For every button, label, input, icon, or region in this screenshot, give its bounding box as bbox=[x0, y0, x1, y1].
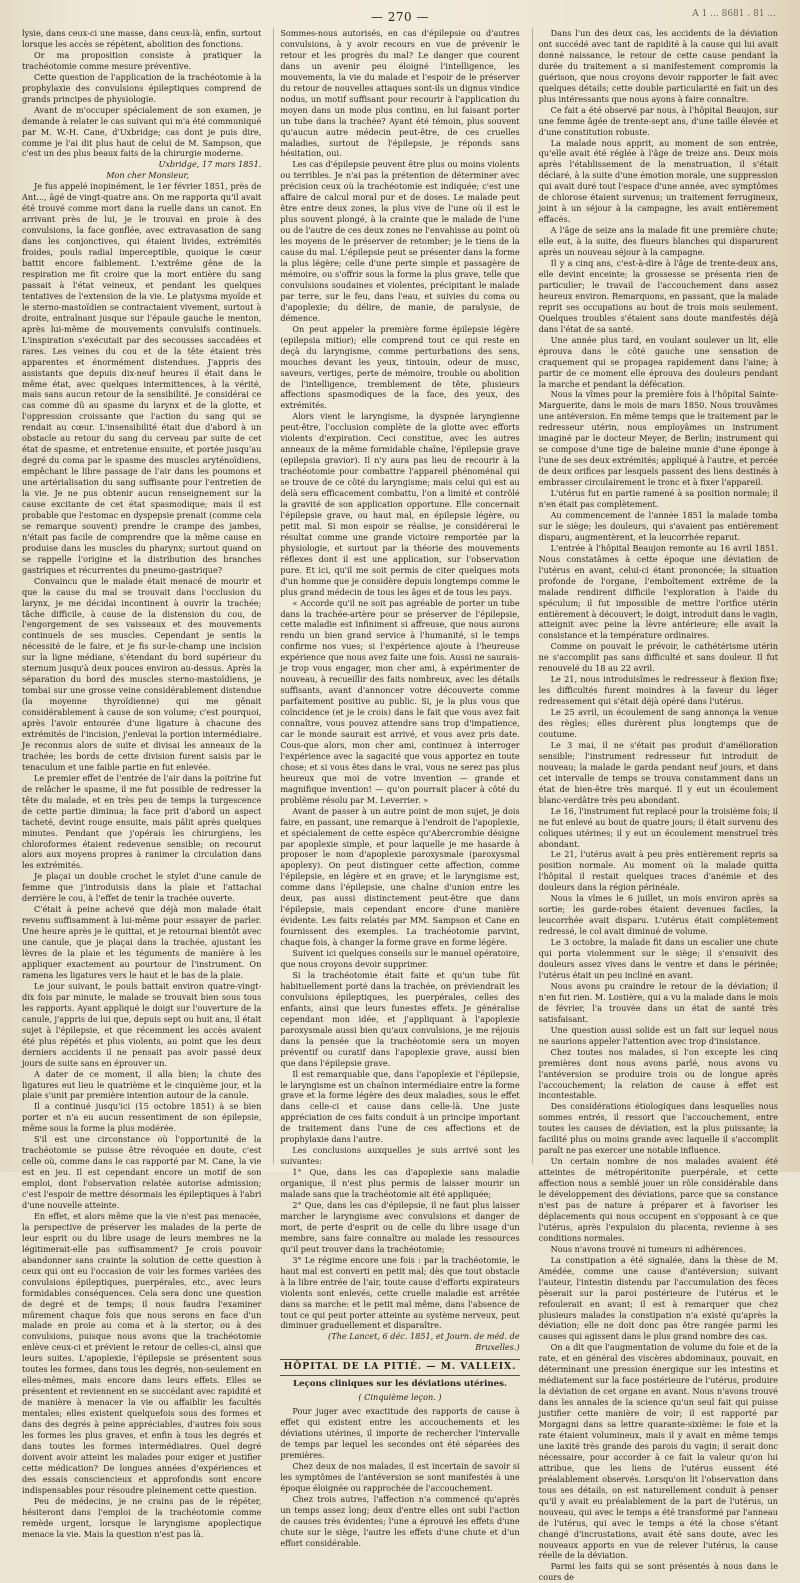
letter-salutation: Mon cher Monsieur, bbox=[106, 170, 190, 181]
paragraph: Le 16, l'instrument fut replacé pour la troisième fois; il ne fut enlevé au bout de quatre jours; il était survenu des coliques utérines; il y eut un écoulement menstruel très abondant. bbox=[538, 805, 778, 849]
paragraph: Le 25 avril, un écoulement de sang annonça la venue des règles; elles durèrent plus longtemps que de coutume. bbox=[538, 707, 778, 739]
paragraph: Le 21, nous introduisîmes le redresseur à flexion fixe; les difficultés furent moindres à la faveur du léger redressement qui s'était déjà opéré dans l'utérus. bbox=[538, 674, 778, 707]
paragraph: Le premier effet de l'entrée de l'air dans la poitrine fut de relâcher le spasme, il me fut possible de redresser la tête du malade, et en très peu de temps la turgescence de cette partie diminua; la face prit d'abord un aspect tacheté, devint rouge ensuite, mais pâlit après quelques minutes. Pendant que j'opérais les chirurgiens, les chloroformes étaient redevenue sensible; on recourut alors aux moyens propres à ranimer la circulation dans les extrémités. bbox=[22, 772, 262, 871]
paragraph: Le 21, l'utérus avait à peu près entièrement repris sa position normale. Au moment où la malade quitta l'hôpital il restait quelques traces d'anémie et des douleurs dans la région périnéale. bbox=[538, 849, 778, 893]
paragraph: Une année plus tard, en voulant soulever un lit, elle éprouva dans le côté gauche une sensation de craquement qui se propagea rapidement dans l'aine; à partir de ce moment elle éprouva des douleurs pendant la marche et pendant la défécation. bbox=[538, 334, 778, 389]
paragraph: Le 3 mai, il ne s'était pas produit d'amélioration sensible; l'instrument redresseur fut introduit de nouveau; la malade le garda pendant neuf jours, et dans cet intervalle de temps se trouva constamment dans un état de bien-être très marqué. Il y eut un écoulement blanc-verdâtre très peu abondant. bbox=[538, 739, 778, 805]
paragraph: Des considérations étiologiques dans lesquelles nous sommes entrés, il ressort que l'accouchement, entre toutes les causes de déviation, est la plus puissante; la facilité plus ou moins grande avec laquelle il s'accomplit paraît ne pas exercer une notable influence. bbox=[538, 1101, 778, 1156]
column-1 bbox=[22, 28, 262, 1539]
paragraph: Nous la vîmes le 6 juillet, un mois environ après sa sortie; les garde-robes étaient devenues faciles, la leucorrhée avait disparu. L'utérus était complètement redressé, le col avait diminué de volume. bbox=[538, 893, 778, 937]
text-columns bbox=[22, 28, 778, 1583]
conclusion-item: 3° Le régime encore une fois : par la trachéotomie, le haut mal est converti en petit mal; dès que tout obstacle à la libre entrée de l'air, toute cause d'efforts expirateurs violents sont enlevés, cette cruelle maladie est arrêtée dans sa marche: et le petit mal même, dans l'absence de tout ce qui peut porter atteinte au système nerveux, peut diminuer graduellement et disparaître. bbox=[280, 1254, 520, 1331]
paragraph: On a dit que l'augmentation de volume du foie et de la rate, et en général des viscères abdominaux, pouvait, en déterminant une pression énergique sur les intestins et médiatement sur la face postérieure de l'utérus, produire la déviation de cet organe en avant. Nous n'avons trouvé dans les annales de la science qu'un seul fait qui puisse justifier cette manière de voir; il est rapporté par Morgagni dans sa lettre quarante-sixième: le foie et la rate étaient volumineux, mais il y avait en même temps une laxité très grande des parois du vagin; il serait donc nécessaire, pour accorder à ce fait la valeur qu'on lui attribue, que les liens de l'utérus eussent été préalablement observés. Lorsqu'on lit l'observation dans tous ses détails, on est naturellement conduit à penser qu'il y avait eu préalablement de la part de l'utérus, un nouveau, qui avec le temps a été transformé par l'anneau de l'utérus, qui avec le temps a été la chose s'étant changé d'incrustations, avait été sans doute, avec les nouveaux apports en vue de relever l'utérus, la cause réelle de la déviation. bbox=[538, 1342, 778, 1561]
paragraph: Cette question de l'application de la trachéotomie à la prophylaxie des convulsions épileptiques comprend de grands principes de physiologie. bbox=[22, 71, 262, 104]
paragraph: Une question aussi solide est un fait sur lequel nous ne saurions appeler l'attention avec trop d'insistance. bbox=[538, 1024, 778, 1046]
section-subheading: Leçons cliniques sur les déviations utérines. bbox=[293, 1379, 507, 1390]
source-citation: (The Lancet, 6 déc. 1851, et Journ. de méd. de Bruxelles.) bbox=[328, 1331, 520, 1353]
paragraph: Chez deux de nos malades, il est incertain de savoir si les symptômes de l'antéversion se sont manifestés à une époque éloignée ou rapprochée de l'accouchement. bbox=[280, 1460, 520, 1493]
paragraph: Or ma proposition consiste à pratiquer la trachéotomie comme mesure préventive. bbox=[22, 49, 262, 71]
paragraph: Nous la vîmes pour la première fois à l'hôpital Sainte-Marguerite, dans le mois de mars 1850. Nous trouvâmes une antéversion. En même temps que le traitement par le redresseur utérin, nous employâmes un instrument imaginé par le docteur Meyer, de Berlin; instrument qui se compose d'une tige de baleine munie d'une éponge à l'une de ses deux extrémités; appliqué à l'autre, et percée de deux orifices par lesquels passent des liens destinés à embrasser circulairement le tronc et à fixer l'appareil. bbox=[538, 389, 778, 488]
paragraph: Les conclusions auxquelles je suis arrivé sont les suivantes: bbox=[280, 1145, 520, 1167]
paragraph: Au commencement de l'année 1851 la malade tomba sur le siège; les douleurs, qui s'avaient pas entièrement disparu, augmentèrent, et la leucorrhée reparut. bbox=[538, 509, 778, 542]
paragraph: Chez toutes nos malades, si l'on excepte les cinq premières dont nous avons parlé, nous avons vu l'antéversion se produire trois ou de longue après l'accouchement; la relation de cause à effet est incontestable. bbox=[538, 1046, 778, 1101]
paragraph: C'était à peine achevé que déjà mon malade était revenu suffisamment à lui-même pour essayer de parler. Une heure après je le quittai, et je retournai bientôt avec une canule, que je plaçai dans la trachée, ajustant les lèvres de la plaie et les téguments de manière à les appliquer exactement au pourtour de l'instrument. On ramena les ligatures vers le haut et le bas de la plaie. bbox=[22, 904, 262, 980]
paragraph: Alors vient le laryngisme, la dyspnée laryngienne peut-être, l'occlusion complète de la glotte avec efforts violents d'expiration. Ceci constitue, avec les autres anneaux de la même formidable chaîne, l'épilepsie grave (epilepsia gravior). Il n'y aura pas lieu de recourir à la trachéotomie pour combattre l'appareil phénoménal qui se trouve de ce côté du laryngisme; mais celui qui est au delà sera efficacement combattu, l'on a limité et contrôlé la gravité de son application opportune. Elle concernait l'épilepsie grave, ou haut mal, en épilepsie légère, ou petit mal. Si mon espoir se réalise, je considérerai le résultat comme une grande victoire remportée par la physiologie, et surtout par la théorie des mouvements réflexes dont il est une application, sur l'observation pure. Et ici, qu'il me soit permis de citer quelques mots d'un homme que je considère depuis longtemps comme le plus grand médecin de tous les âges et de tous les pays. bbox=[280, 411, 520, 597]
paragraph: On peut appeler la première forme épilepsie légère (epilepsia mitior); elle comprend tout ce qui reste en deçà du laryngisme, comme perturbations des sens, mouches devant les yeux, tintouin, odeur de musc, saveurs, vertiges, perte de mémoire, trouble ou abolition de l'intelligence, tremblement de tête, plusieurs affections spasmodiques de la face, des yeux, des extrémités. bbox=[280, 323, 520, 411]
paragraph: Comme on pouvait le prévoir, le cathétérisme utérin ne s'accomplit pas sans difficulté et sans douleur. Il fut renouvelé du 18 au 22 avril. bbox=[538, 641, 778, 674]
paragraph: Pour juger avec exactitude des rapports de cause à effet qui existent entre les accouchements et les déviations utérines, il importe de rechercher l'intervalle de temps par lequel les secondes ont été séparées des premières. bbox=[280, 1406, 520, 1460]
paragraph: L'entrée à l'hôpital Beaujon remonte au 16 avril 1851. Nous constatâmes à cette époque une déviation de l'utérus en avant, celui-ci étant prononcée; la situation profonde de l'organe, l'emboîtement extrême de la malade rendirent difficile l'exploration à l'aide du spéculum; il fut impossible de mettre l'orifice utérin entièrement à découvert; le doigt, introduit dans le vagin, atteignit avec peine la lèvre antérieure; elle avait la consistance et la température ordinaires. bbox=[538, 542, 778, 641]
paragraph: Avant de m'occuper spécialement de son examen, je demande à relater le cas suivant qui m'a été communiqué par M. W.-H. Cane, d'Uxbridge; cas dont je puis dire, comme je l'ai dit plus haut de celui de M. Sampson, que c'est un des plus beaux faits de la chirurgie moderne. bbox=[22, 104, 262, 159]
paragraph: En effet, et alors même que la vie n'est pas menacée, la perspective de préserver les malades de la perte de leur esprit ou du libre usage de leurs membres ne la légitimerait-elle pas suffisamment? Je crois pouvoir abandonner sans crainte la solution de cette question à ceux qui ont eu l'occasion de voir les formes variées des convulsions épileptiques, puerpérales, etc., avec leurs formidables conséquences. Cela sera donc une question de degré et de temps; il nous faudra l'examiner mûrement chaque fois que nous serons en face d'un malade en proie au coma et à la stertor, ou à des convulsions, puisque nous avons que la trachéotomie enlève ceux-ci et prévient le retour de celles-ci, ainsi que leurs suites. L'apoplexie, l'épilepsie se présentent sous toutes les formes, dans tous les degrés, non-seulement en elles-mêmes, mais encore dans leurs effets. Elles se présentent et reviennent en se succédant avec rapidité et de manière à menacer la vie ou affaiblir les facultés mentales; elles existent quelquefois sous des formes et dans des degrés à peine appréciables, d'autres fois sous les formes les plus graves, et enfin à tous les degrés et dans toutes les formes intermédiaires. Quel degré doivent avoir atteint les malades pour exiger et justifier cette médication? De longues années d'expériences et des essais consciencieux et approfondis sont encore indispensables pour résoudre pleinement cette question. bbox=[22, 1210, 262, 1495]
paragraph: Dans l'un des deux cas, les accidents de la déviation ont succédé avec tant de rapidité à la cause qui lui avait donné naissance, le retour de cette cause pendant la durée du traitement a si manifestement compromis la guérison, que nous croyons devoir rapporter le fait avec quelques détails; cette double particularité en fait un des plus intéressants que nous ayons à faire connaître. bbox=[538, 28, 778, 104]
paragraph: Les cas d'épilepsie peuvent être plus ou moins violents ou terribles. Je n'ai pas la prétention de déterminer avec précision ceux où la trachéotomie est indiquée; c'est une affaire de calcul moral pur et de doses. Le malade peut être entre deux zones, la plus vive de l'une où il est le plus souvent plongé, à la crainte que le malade de l'une ou de l'autre de ces deux zones ne l'envahisse au point où les moyens de le préserver de retomber; je le tiens de la cause du mal. L'épilepsie peut se présenter dans la forme la plus légère; celle d'une perte simple et passagère de mémoire, ou s'offrir sous la forme la plus grave, telle que convulsions soudaines et violentes, précipitant le malade par terre, sur le feu, dans l'eau, et suivies du coma ou d'apoplexie; du délire, de manie, de paralysie, de démence. bbox=[280, 159, 520, 323]
paragraph: Le 3 octobre, la malade fit dans un escalier une chute qui porta violemment sur le siège; il s'ensuivit des douleurs assez vives dans le ventre et dans le périnée; l'utérus était un peu incliné en avant. bbox=[538, 937, 778, 980]
page-number: — 270 — bbox=[370, 10, 430, 24]
paragraph: La malade nous apprit, au moment de son entrée, qu'elle avait été réglée à l'âge de treize ans. Deux mois après l'établissement de la menstruation, il s'était déclaré, à la suite d'une émotion morale, une suppression qui avait duré tout l'espace d'une année, avec symptômes de chlorose étaient survenus; un traitement ferrugineux, joint à un séjour à la campagne, les avait entièrement effacés. bbox=[538, 137, 778, 225]
paragraph: Ce fait a été observé par nous, à l'hôpital Beaujon, sur une femme âgée de trente-sept ans, d'une taille élevée et d'une constitution robuste. bbox=[538, 104, 778, 137]
conclusion-item: 2° Que, dans les cas d'épilepsie, il ne faut plus laisser marcher le laryngisme avec convulsions et danger de mort, de perte d'esprit ou de celle du libre usage d'un membre, sans faire connaître au malade les ressources qu'il peut trouver dans la trachéotomie; bbox=[280, 1199, 520, 1254]
paragraph: Chez trois autres, l'affection n'a commencé qu'après un temps assez long; deux d'entre elles ont subi l'action de causes très évidentes; l'une a éprouvé les effets d'une chute sur le siège, l'autre les effets d'une chute et d'un effort considérable. bbox=[280, 1493, 520, 1548]
section-heading: HÔPITAL DE LA PITIÉ. — M. VALLEIX. bbox=[280, 1359, 519, 1376]
paragraph: Je fus appelé inopinément, le 1er février 1851, près de Ant..., âgé de vingt-quatre ans. On me rapporta qu'il avait été trouvé comme mort dans la ruelle dans un canot. En arrivant près de lui, je le trouvai en proie à des convulsions, la face gonflée, avec extravasation de sang dans les conjonctives, qui étaient livides, extrémités froides, pouls radial imperceptible, quoique le cœur battit encore faiblement. L'extrême gêne de la respiration me fit croire que la mort entière du sang passait à l'état veineux, et pendant les quelques tentatives de l'extension de la vie. Le platysma myoïde et le sterno-mastoïdien se contractaient vivement, surtout à droite, entraînant jusque sur l'épaule gauche le menton, après lui-même de mouvements convulsifs continuels. L'inspiration s'exécutait par des secousses saccadées et rares. Les veines du cou et de la tête étaient très apparentes et énormément distendues. J'appris des assistants que depuis dix-neuf heures il était dans le même état, avec quelques intermittences, à la vérité, mais sans aucun retour de la sensibilité. Je considérai ce cas comme dû au spasme du larynx et de la glotte, et l'oppression croissante que l'action du sang qui se rendait au cœur. L'insensibilité était due d'abord à un obstacle au retour du sang du cerveau par suite de cet état de spasme, et entretenue ensuite, et portée jusqu'au degré du coma par le spasme des muscles aryténoïdiens, empêchant le libre passage de l'air dans les poumons et une artérialisation du sang suffisante pour l'entretien de la vie. Je ne pus obtenir aucun renseignement sur la cause excitante de cet état spasmodique; mais il est probable que l'estomac en dyspepsie prenait (comme cela se remarque souvent) prendre le crampe des jambes, n'était pas facile de comprendre que la même cause en produise dans les muscles du pharynx; surtout quand on se rappelle l'origine et la distribution des branches gastriques et récurrentes du pneumo-gastrique? bbox=[22, 181, 262, 575]
paragraph: Nous avons pu craindre le retour de la déviation; il n'en fut rien. M. Lostière, qui a vu la malade dans le mois de février, l'a trouvée dans un état de santé très satisfaisant. bbox=[538, 980, 778, 1024]
paragraph: Si la trachéotomie était faite et qu'un tube fût habituellement porté dans la trachée, on préviendrait les convulsions épileptiques, les puerpérales, celles des enfants, ainsi que leurs funestes effets. Je généralise cependant mon idée, et j'appliquant à l'apoplexie paroxysmale aussi bien qu'aux convulsions, je me réjouis dans la pensée que la trachéotomie sera un moyen préventif ou curatif dans l'apoplexie grave, aussi bien que dans l'épilepsie grave. bbox=[280, 969, 520, 1068]
paragraph: Peu de médecins, je ne crains pas de le répéter, hésiteront dans l'emploi de la trachéotomie comme remède urgent, lorsque le laryngisme apoplectique menace la vie. Mais la question n'est pas là. bbox=[22, 1495, 262, 1539]
paragraph: Je plaçai un double crochet le stylet d'une canule de femme que j'introduisis dans la plaie et l'attachai derrière le cou, à l'effet de tenir la trachée ouverte. bbox=[22, 871, 262, 904]
paragraph: Convaincu que le malade était menacé de mourir et que la cause du mal se trouvait dans l'occlusion du larynx, je me décidai incontinent à ouvrir la trachée; tâche difficile, à cause de la distension du cou, de l'engorgement de ses vaisseaux et des mouvements continuels de ses muscles. Cependant je sentis la nécessité de le faire, et je fis sur-le-champ une incision sur la ligne médiane, s'étendant du bord supérieur du sternum jusqu'à deux pouces environ au-dessus. Après la séparation du bord des muscles sterno-mastoïdiens, je tombai sur une grosse veine considérablement distendue (la moyenne thyroïdienne) qui me gênait considérablement à cause de son volume; c'est pourquoi, après l'avoir entourée d'une ligature à chacune des extrémités de l'incision, j'enlevai la portion intermédiaire. Je reconnus alors de suite et divisai les anneaux de la trachée; les bords de cette division furent saisis par le tenaculum et une faible partie en fut enlevée. bbox=[22, 575, 262, 772]
column-2 bbox=[273, 28, 520, 1548]
paragraph: Nous n'avons trouvé ni tumeurs ni adhérences. bbox=[550, 1243, 746, 1254]
paragraph: Il a continué jusqu'ici (15 octobre 1851) à se bien porter et n'a eu aucun ressentiment de son épilepsie, même sous la forme la plus modérée. bbox=[22, 1101, 262, 1134]
paragraph: La constipation a été signalée, dans la thèse de M. Amédée, comme une cause d'antéversion; suivant l'auteur, l'intestin distendu par l'accumulation des fèces pèserait sur la paroi postérieure de l'utérus et le refoulerait en avant; il est à remarquer que chez plusieurs malades la constipation n'a existé qu'après la déviation; elle ne doit donc pas être rangée parmi les causes qui agissent dans le plus grand nombre des cas. bbox=[538, 1254, 778, 1342]
paragraph: Un certain nombre de nos malades avaient été atteintes de métropéritonite puerpérale, et cette affection nous a semblé jouer un rôle considérable dans le développement des déviations, parce que sa constance n'est pas de nature à préparer et à favoriser les déplacements qui nous occupent en s'opposant à ce que l'utérus, après l'expulsion du placenta, revienne à ses conditions normales. bbox=[538, 1156, 778, 1243]
paragraph: Il est remarquable que, dans l'apoplexie et l'épilepsie, le laryngisme est un chaînon intermédiaire entre la forme grave et la forme légère des deux maladies, sous le effet dans celle-ci et cause dans celle-là. Une juste appréciation de ces faits conduit à un principe important de traitement dans l'une de ces affections et de prophylaxie dans l'autre. bbox=[280, 1068, 520, 1145]
paragraph: Il y a cinq ans, c'est-à-dire à l'âge de trente-deux ans, elle devint enceinte; la grossesse se présenta rien de particulier; le travail de l'accouchement dans assez heureux environ. Remarquons, en passant, que la malade reprit ses occupations au bout de trois mois seulement. Quelques troubles s'étaient sans doute manifestés déjà dans l'état de sa santé. bbox=[538, 258, 778, 334]
paragraph: lysie, dans ceux-ci une masse, dans ceux-là, enfin, surtout lorsque les accès se répètent, abolition des fonctions. bbox=[22, 28, 262, 49]
paragraph: A l'âge de seize ans la malade fit une première chute; elle eut, à la suite, des flueurs blanches qui disparurent après un nouveau séjour à la campagne. bbox=[538, 225, 778, 258]
conclusion-item: 1° Que, dans les cas d'apoplexie sans maladie organique, il n'est plus permis de laisser mourir un malade sans que la trachéotomie ait été appliquée; bbox=[280, 1167, 520, 1200]
column-3 bbox=[532, 28, 778, 1583]
paragraph: Parmi les faits qui se sont présentés à nous dans le cours de bbox=[538, 1561, 778, 1583]
lecture-number: ( Cinquième leçon. ) bbox=[358, 1392, 442, 1403]
paragraph: A dater de ce moment, il alla bien; la chute des ligatures eut lieu le quatrième et le cinquième jour, et la plaie s'unit par première intention autour de la canule. bbox=[22, 1068, 262, 1101]
paragraph: Avant de passer à un autre point de mon sujet, je dois faire, en passant, une remarque à l'endroit de l'apoplexie, et spécialement de cette espèce qu'Abercrombie désigne par apoplexie simple, et pour laquelle je me hasarde à proposer le nom d'apoplexie paroxysmale (paroxysmal apoplexy). On peut distinguer cette affection, comme l'épilepsie, en légère et en grave; et le laryngisme est, comme dans l'épilepsie, une chaîne d'union entre les deux, pas aussi distinctement peut-être que dans l'épilepsie, mais cependant encore d'une manière évidente. Les faits relatés par MM. Sampson et Cane en fournissent des exemples. La trachéotomie parvint, chaque fois, à changer la forme grave en forme légère. bbox=[280, 805, 520, 948]
page-header bbox=[22, 8, 778, 28]
paragraph: L'utérus fut en partie ramené à sa position normale; il n'en était pas complètement. bbox=[538, 488, 778, 509]
editor-note: Suivent ici quelques conseils sur le manuel opératoire, que nous croyons devoir supprimer. bbox=[280, 948, 520, 970]
header-stub: A 1 ... 8681 . 81 ... bbox=[692, 9, 776, 19]
paragraph: Le jour suivant, le pouls battait environ quatre-vingt-dix fois par minute, le malade se trouvait bien sous tous les rapports. Ayant appliqué le doigt sur l'ouverture de la canule, j'appris de lui que, depuis sept ou huit ans, il était sujet à l'épilepsie, et que récemment les accès avaient été plus répétés et plus violents, au point que les deux derniers accidents il ne pensait pas avoir passé deux jours de suite sans en éprouver un. bbox=[22, 980, 262, 1068]
paragraph: S'il est une circonstance où l'opportunité de la trachéotomie se puisse être révoquée en doute, c'est celle où, comme dans le cas rapporté par M. Cane, la vie est en jeu. Il est cependant encore un motif de son emploi, dont l'observation relatée autorise admission; c'est l'espoir de mettre désormais les épileptiques à l'abri d'une nouvelle atteinte. bbox=[22, 1134, 262, 1210]
quoted-paragraph: « Accorde qu'il ne soit pas agréable de porter un tube dans la trachée-artère pour se préserver de l'épilepsie, cette maladie est infiniment si affreuse, que nous aurons rendu un bien grand service à l'humanité, si le temps confirme nos vues; si l'expérience ajoute à l'heureuse expérience que nous avez faite une fois. Aussi ne saurais-je trop vous engager, mon cher ami, à expérimenter de nouveau, à recueillir des faits nombreux, avec les détails suffisants, avant d'annoncer votre découverte comme parfaitement positive au public. Si, je la plus vous que coïncidence (et je le crois) dans le fait que vous avez fait connaître, vous pouvez attendre sans trop d'impatience, car le monde saurait est arrivé, et vous avez pris date. Cous-que alors, mon cher ami, continuez à interroger l'expérience avec la sagacité que vous apportez en toute chose; et si vous êtes dans le vrai, vous ne serez pas plus heureux que moi de votre invention — grande et magnifique invention! — qu'on pourrait placer à côté du problème résolu par M. Leverrier. » bbox=[280, 597, 520, 805]
paragraph: Sommes-nous autorisés, en cas d'épilepsie ou d'autres convulsions, à y avoir recours en vue de prévenir le retour et les progrès du mal? Le danger que courent dans un avenir peu éloigné l'intelligence, les mouvements, la vie du malade et l'espoir de le préserver du retour de nouvelles attaques sont-ils un dignus vindice nodus, un motif suffisant pour recourir à l'application du moyen dans un mode plus continu, en lui faisant porter un tube dans la trachée? Ayant été témoin, plus souvent qu'aucun autre médecin peut-être, de ces cruelles maladies, surtout de l'épilepsie, je réponds sans hésitation, oui. bbox=[280, 28, 520, 159]
letter-date: Uxbridge, 17 mars 1851. bbox=[158, 159, 262, 170]
